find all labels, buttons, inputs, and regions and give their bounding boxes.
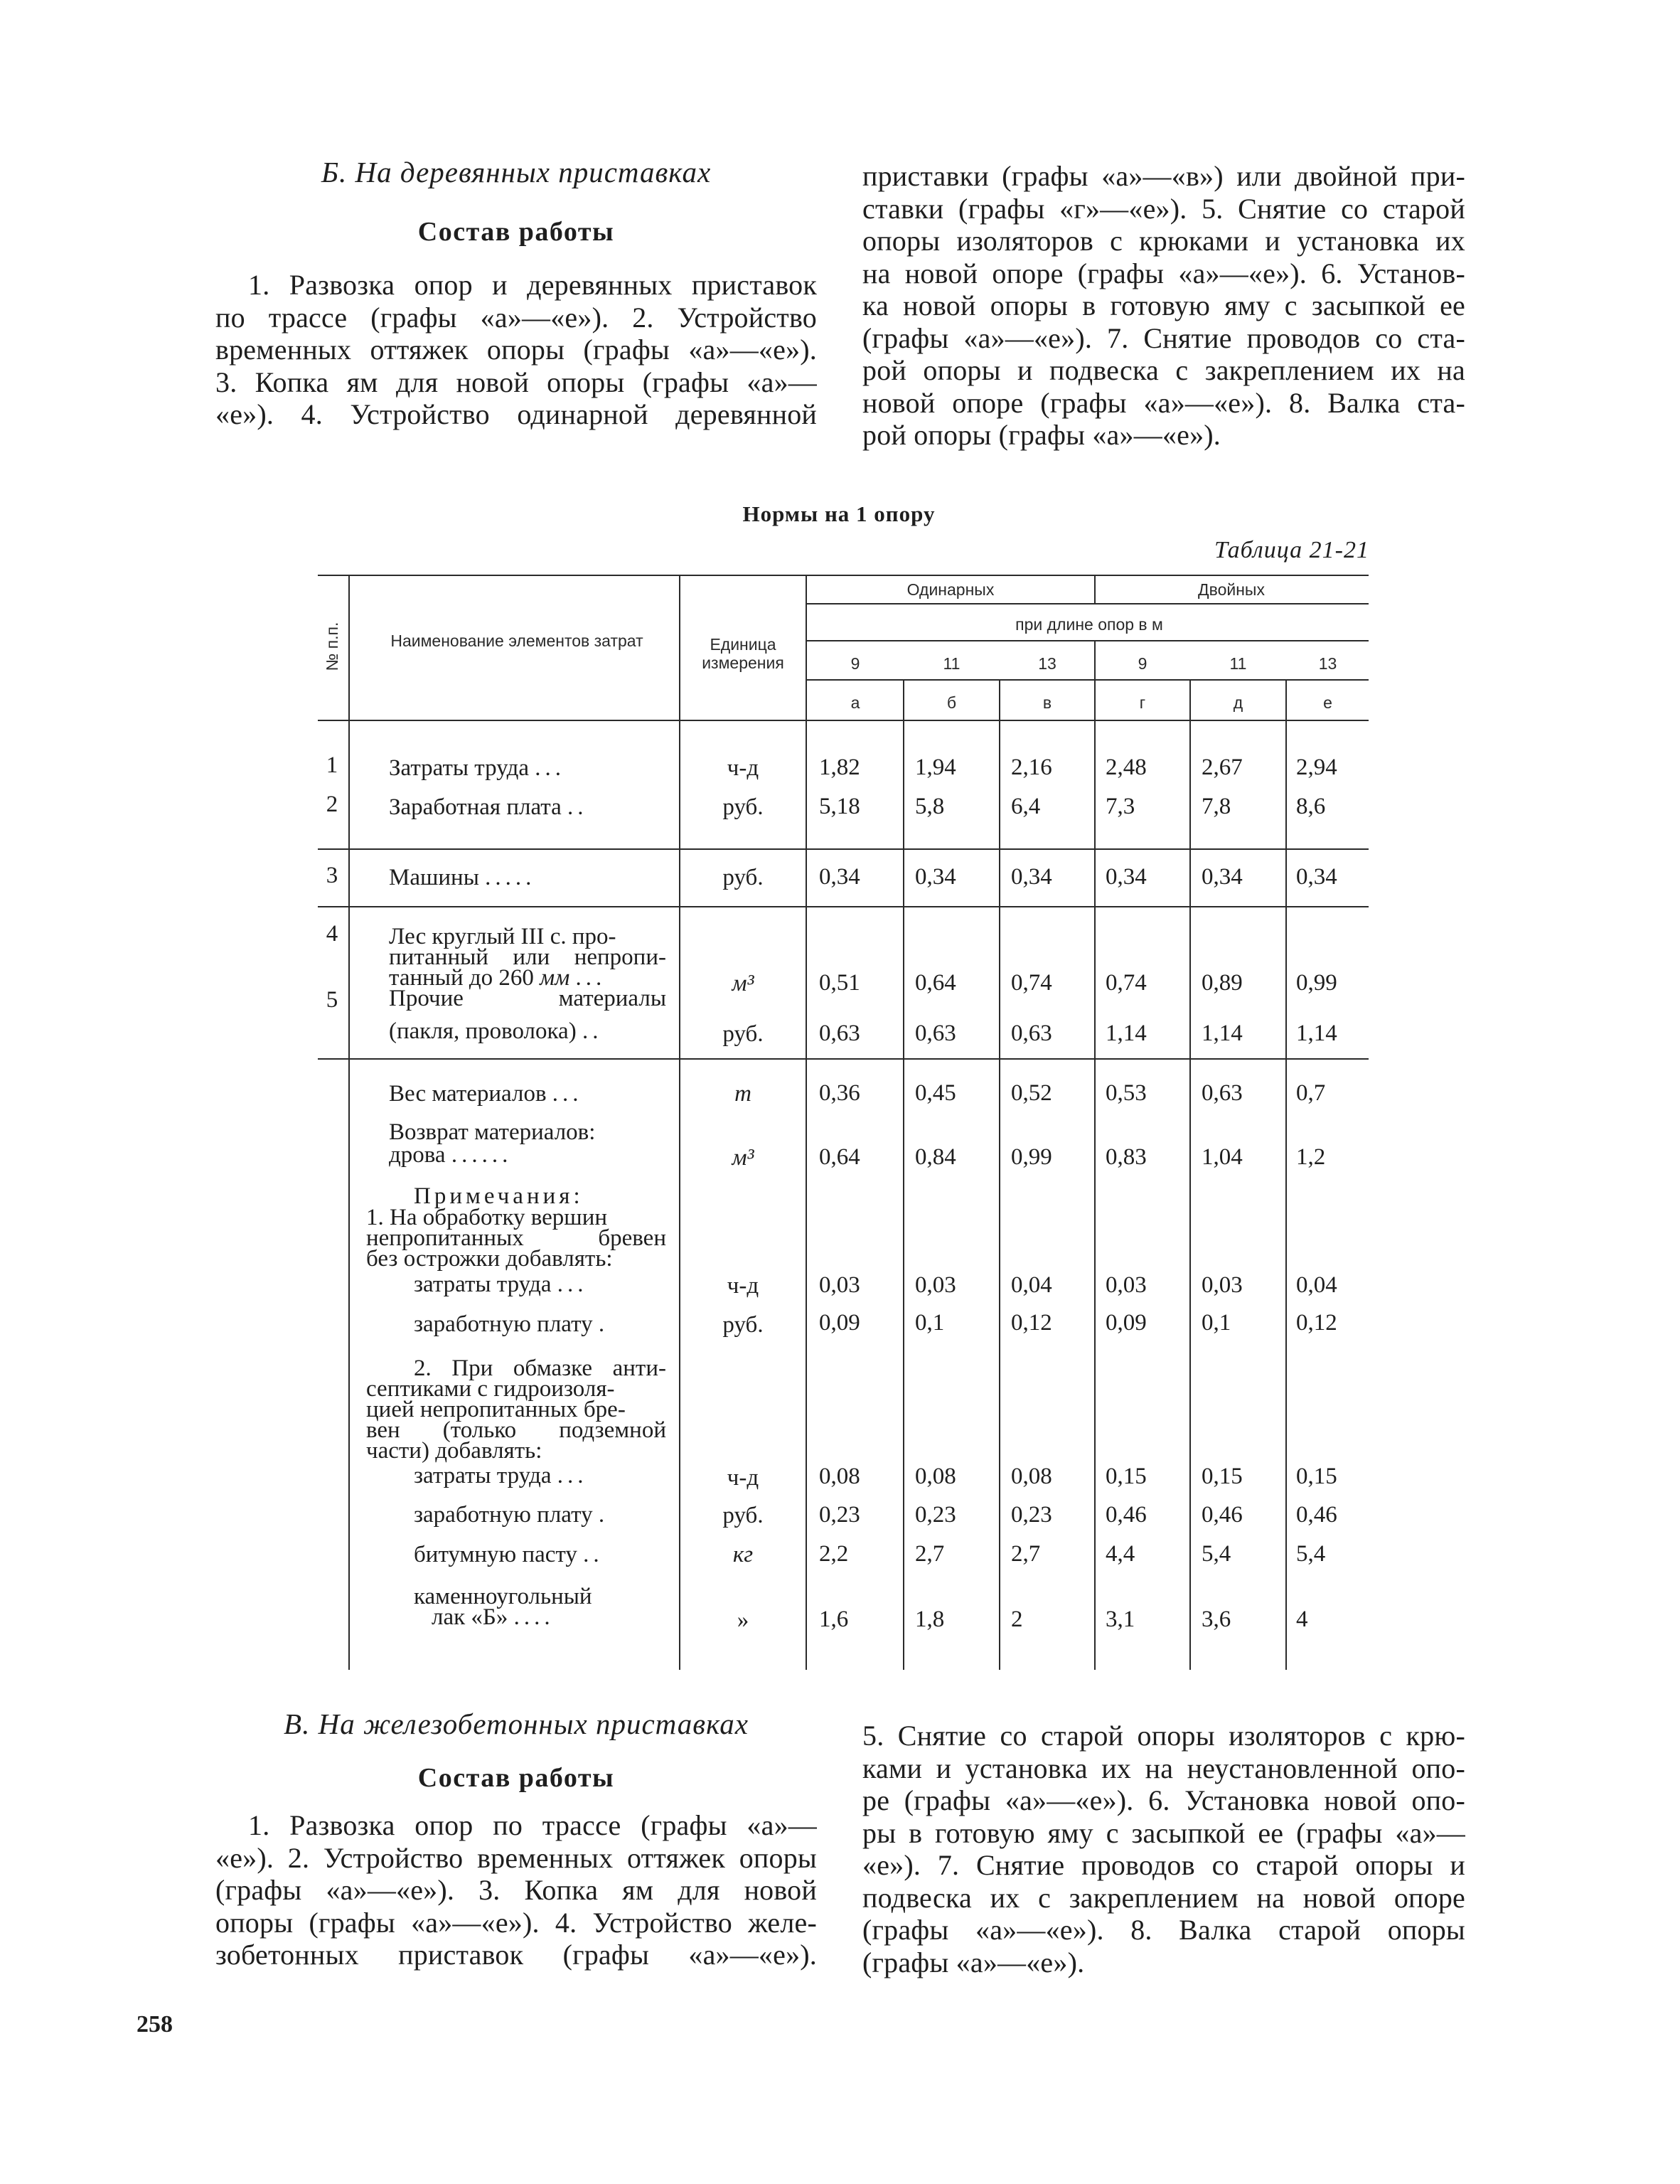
cell-value: 0,03 [819, 1272, 860, 1298]
row-number: 2 [326, 792, 338, 817]
note-line: цией непропитанных бре- [366, 1397, 626, 1422]
text-line: по трассе (графы «а»—«е»). 2. Устройство [215, 301, 817, 334]
col-rule [1094, 575, 1096, 603]
text-line: «е»). 2. Устройство временных оттяжек опоры [215, 1841, 817, 1874]
cell-value: 0,04 [1296, 1272, 1337, 1298]
cell-value: 7,8 [1202, 794, 1231, 819]
row-unit: руб. [722, 794, 764, 820]
cell-value: 2,48 [1106, 755, 1147, 780]
row-unit: м³ [732, 971, 754, 996]
row-name: Заработная плата .. [389, 794, 588, 820]
text-line: (графы «а»—«е»). 7. Снятие проводов со ста- [862, 321, 1465, 354]
header-group-double: Двойных [1198, 580, 1265, 599]
row-number: 4 [326, 921, 338, 947]
header-length: 9 [850, 654, 860, 673]
cell-value: 0,34 [1011, 864, 1052, 890]
cell-value: 0,63 [1202, 1080, 1243, 1106]
col-rule [999, 679, 1000, 1670]
header-letter: б [946, 693, 957, 712]
col-rule [1094, 640, 1096, 1670]
cell-value: 2,67 [1202, 755, 1243, 780]
text-line: (графы «а»—«е»). 8. Валка старой опоры [862, 1914, 1465, 1946]
col-rule [806, 575, 807, 1670]
col-rule [1189, 679, 1191, 1670]
row-unit: т [734, 1081, 751, 1107]
cell-value: 1,04 [1202, 1144, 1243, 1170]
row-unit: » [737, 1607, 749, 1633]
cell-value: 5,4 [1202, 1541, 1231, 1567]
section-b-left-text [215, 269, 817, 431]
cell-value: 1,6 [819, 1607, 849, 1632]
row-name-line: лак «Б» .... [432, 1604, 555, 1630]
row-name-line: дрова ...... [389, 1142, 513, 1168]
text-line: 1. Развозка опор по трассе (графы «а»— [248, 1809, 817, 1841]
text-line: приставки (графы «а»—«в») или двойной при- [862, 160, 1465, 192]
header-rule [806, 603, 1369, 604]
cell-value: 0,74 [1011, 970, 1052, 996]
header-rownum: № п.п. [323, 622, 341, 671]
header-rule [806, 640, 1369, 641]
cell-value: 4 [1296, 1607, 1308, 1632]
header-length: 13 [1038, 654, 1056, 673]
row-unit: руб. [722, 1021, 764, 1047]
row-name: битумную пасту .. [414, 1542, 604, 1567]
cell-value: 0,08 [819, 1464, 860, 1489]
row-unit: м³ [732, 1145, 754, 1171]
cell-value: 0,03 [1106, 1272, 1147, 1298]
cell-value: 1,94 [915, 755, 956, 780]
text-line: (графы «а»—«е»). [862, 1946, 1085, 1978]
cell-value: 1,82 [819, 755, 860, 780]
cell-value: 0,89 [1202, 970, 1243, 996]
cell-value: 1,14 [1296, 1021, 1337, 1046]
row-name: затраты труда ... [414, 1463, 588, 1488]
norms-table [318, 575, 1369, 1670]
row-name: заработную плату . [414, 1311, 609, 1337]
note-line: 2. При обмазке анти- [414, 1355, 666, 1381]
cell-value: 0,52 [1011, 1080, 1052, 1106]
cell-value: 1,2 [1296, 1144, 1326, 1170]
cell-value: 2,7 [1011, 1541, 1041, 1567]
cell-value: 0,15 [1106, 1464, 1147, 1489]
header-rule [806, 679, 1369, 681]
section-c-left-text [215, 1809, 817, 1971]
cell-value: 0,1 [1202, 1310, 1231, 1336]
cell-value: 0,53 [1106, 1080, 1147, 1106]
cell-value: 0,74 [1106, 970, 1147, 996]
row-unit: руб. [722, 1503, 764, 1528]
cell-value: 0,46 [1296, 1502, 1337, 1528]
cell-value: 0,15 [1202, 1464, 1243, 1489]
header-unit: Единица измерения [702, 635, 784, 672]
cell-value: 0,34 [1202, 864, 1243, 890]
cell-value: 6,4 [1011, 794, 1041, 819]
header-length: 13 [1318, 654, 1337, 673]
page-number: 258 [137, 2011, 173, 2037]
cell-value: 0,46 [1202, 1502, 1243, 1528]
cell-value: 4,4 [1106, 1541, 1135, 1567]
text-line: рой опоры (графы «а»—«е»). [862, 419, 1221, 451]
section-c-left-column [215, 1707, 817, 1971]
row-unit: руб. [722, 865, 764, 890]
row-name-line: (пакля, проволока) .. [389, 1018, 603, 1044]
group-rule [318, 1058, 1369, 1060]
cell-value: 0,23 [819, 1502, 860, 1528]
note-line: вен (только подземной [366, 1417, 666, 1443]
row-unit: кг [732, 1542, 754, 1567]
cell-value: 8,6 [1296, 794, 1326, 819]
header-letter: е [1323, 693, 1332, 712]
header-letter: а [850, 693, 860, 712]
row-name: затраты труда ... [414, 1272, 588, 1297]
row-name-line: Прочие материалы [389, 986, 666, 1011]
col-rule [679, 575, 680, 1670]
cell-value: 0,99 [1011, 1144, 1052, 1170]
text-line: «е»). 7. Снятие проводов со старой опоры и [862, 1849, 1465, 1881]
row-unit: руб. [722, 1312, 764, 1338]
cell-value: 1,14 [1106, 1021, 1147, 1046]
note-line: 1. На обработку вершин [366, 1205, 608, 1230]
cell-value: 0,51 [819, 970, 860, 996]
cell-value: 0,03 [1202, 1272, 1243, 1298]
header-group-single: Одинарных [906, 580, 995, 599]
cell-value: 1,14 [1202, 1021, 1243, 1046]
section-b-subtitle: Состав работы [417, 217, 615, 247]
cell-value: 0,64 [819, 1144, 860, 1170]
header-length: 9 [1138, 654, 1147, 673]
text-line: ры в готовую яму с засыпкой ее (графы «а»— [862, 1816, 1465, 1849]
header-length: 11 [1229, 654, 1247, 673]
group-rule [318, 848, 1369, 850]
cell-value: 0,34 [819, 864, 860, 890]
cell-value: 2 [1011, 1607, 1023, 1632]
text-line: 1. Развозка опор и деревянных приставок [248, 269, 817, 301]
text-line: (графы «а»—«е»). 3. Копка ям для новой [215, 1874, 817, 1906]
header-letter: в [1042, 693, 1052, 712]
cell-value: 0,09 [819, 1310, 860, 1336]
row-number: 5 [326, 987, 338, 1013]
text-line: временных оттяжек опоры (графы «а»—«е»). [215, 334, 817, 366]
cell-value: 0,36 [819, 1080, 860, 1106]
row-unit: ч-д [727, 755, 759, 781]
text-line: 5. Снятие со старой опоры изоляторов с крю- [862, 1720, 1465, 1752]
col-rule [348, 575, 350, 1670]
row-name: Вес материалов ... [389, 1081, 583, 1107]
cell-value: 0,15 [1296, 1464, 1337, 1489]
group-rule [318, 906, 1369, 907]
cell-value: 2,16 [1011, 755, 1052, 780]
cell-value: 0,99 [1296, 970, 1337, 996]
cell-value: 0,23 [1011, 1502, 1052, 1528]
cell-value: 0,63 [1011, 1021, 1052, 1046]
col-rule [1285, 679, 1287, 1670]
row-name: Затраты труда ... [389, 755, 566, 781]
note-line: части) добавлять: [366, 1438, 542, 1464]
header-letter: д [1233, 693, 1243, 712]
text-line: ка новой опоры в готовую яму с засыпкой ее [862, 289, 1465, 321]
cell-value: 2,2 [819, 1541, 849, 1567]
cell-value: 5,8 [915, 794, 945, 819]
row-name-line: Возврат материалов: [389, 1119, 596, 1145]
row-name-line: каменноугольный [414, 1584, 592, 1609]
text-line: зобетонных приставок (графы «а»—«е»). [215, 1939, 817, 1971]
cell-value: 0,08 [915, 1464, 956, 1489]
cell-value: 0,12 [1296, 1310, 1337, 1336]
text-line: ре (графы «а»—«е»). 6. Установка новой опо- [862, 1784, 1465, 1816]
table-number: Таблица 21-21 [1214, 537, 1369, 563]
text-line: опоры изоляторов с крюками и установка их [862, 225, 1465, 257]
cell-value: 2,94 [1296, 755, 1337, 780]
text-line: на новой опоре (графы «а»—«е»). 6. Установ- [862, 257, 1465, 289]
text-line: подвеска их с закреплением на новой опоре [862, 1881, 1465, 1914]
text-line: «е»). 4. Устройство одинарной деревянной [215, 398, 817, 430]
section-c-right-text [862, 1720, 1465, 1978]
text-line: ками и установка их на неустановленной опо- [862, 1752, 1465, 1784]
cell-value: 0,04 [1011, 1272, 1052, 1298]
cell-value: 0,63 [915, 1021, 956, 1046]
row-name-line: Лес круглый III с. про- [389, 924, 616, 949]
cell-value: 3,6 [1202, 1607, 1231, 1632]
table-top-rule [318, 575, 1369, 576]
header-length-caption: при длине опор в м [1015, 615, 1163, 634]
cell-value: 5,4 [1296, 1541, 1326, 1567]
cell-value: 0,34 [915, 864, 956, 890]
row-number: 3 [326, 863, 338, 888]
note-line: септиками с гидроизоля- [366, 1376, 615, 1402]
cell-value: 0,03 [915, 1272, 956, 1298]
section-b-title: Б. На деревянных приставках [321, 156, 712, 188]
section-b-right-text [862, 160, 1465, 452]
cell-value: 0,34 [1106, 864, 1147, 890]
cell-value: 0,7 [1296, 1080, 1326, 1106]
cell-value: 0,12 [1011, 1310, 1052, 1336]
col-rule [903, 679, 904, 1670]
cell-value: 0,84 [915, 1144, 956, 1170]
text-line: новой опоре (графы «а»—«е»). 8. Валка ста- [862, 386, 1465, 419]
cell-value: 2,7 [915, 1541, 945, 1567]
section-b-left-column [215, 155, 817, 431]
row-unit: ч-д [727, 1273, 759, 1299]
cell-value: 0,34 [1296, 864, 1337, 890]
row-number: 1 [326, 752, 338, 778]
cell-value: 3,1 [1106, 1607, 1135, 1632]
cell-value: 0,63 [819, 1021, 860, 1046]
cell-value: 0,1 [915, 1310, 945, 1336]
row-name: заработную плату . [414, 1502, 609, 1528]
row-name-line: танный до 260 мм ... [389, 965, 606, 991]
header-bottom-rule [318, 720, 1369, 721]
table-caption: Нормы на 1 опору [742, 501, 936, 526]
cell-value: 7,3 [1106, 794, 1135, 819]
text-line: опоры (графы «а»—«е»). 4. Устройство желе- [215, 1906, 817, 1939]
note-line: непропитанных бревен [366, 1225, 666, 1251]
cell-value: 1,8 [915, 1607, 945, 1632]
note-line: без острожки добавлять: [366, 1246, 613, 1272]
section-c-subtitle: Состав работы [417, 1763, 615, 1793]
text-line: рой опоры и подвеска с закреплением их на [862, 354, 1465, 386]
text-line: ставки (графы «г»—«е»). 5. Снятие со старой [862, 192, 1465, 225]
cell-value: 0,45 [915, 1080, 956, 1106]
section-c-title: В. На железобетонных приставках [284, 1708, 749, 1740]
cell-value: 0,23 [915, 1502, 956, 1528]
notes-title: Примечания: [414, 1183, 584, 1209]
header-letter: г [1139, 693, 1146, 712]
cell-value: 0,64 [915, 970, 956, 996]
row-name-line: питанный или непропи- [389, 944, 666, 970]
row-name: Машины ..... [389, 865, 536, 890]
cell-value: 5,18 [819, 794, 860, 819]
header-length: 11 [943, 654, 961, 673]
row-unit: ч-д [727, 1465, 759, 1491]
cell-value: 0,83 [1106, 1144, 1147, 1170]
text-line: 3. Копка ям для новой опоры (графы «а»— [215, 366, 817, 398]
cell-value: 0,46 [1106, 1502, 1147, 1528]
header-name: Наименование элементов затрат [390, 632, 643, 650]
cell-value: 0,09 [1106, 1310, 1147, 1336]
cell-value: 0,08 [1011, 1464, 1052, 1489]
